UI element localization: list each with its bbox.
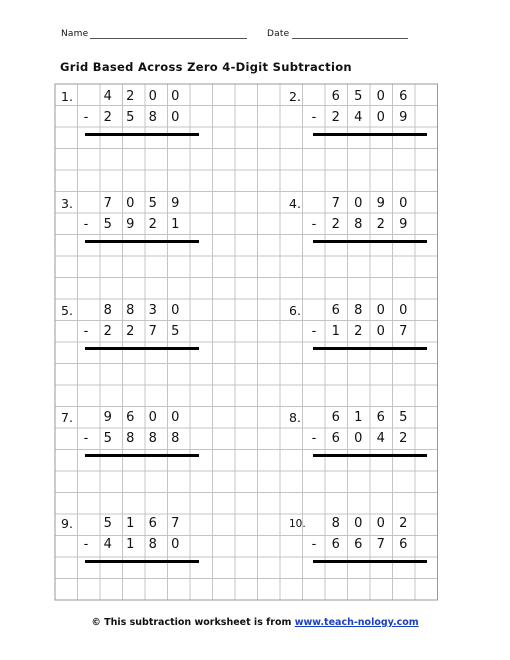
subtrahend-digit: 8 bbox=[126, 431, 135, 446]
subtrahend-digit: 2 bbox=[331, 217, 341, 232]
problem-number: 3. bbox=[61, 196, 73, 211]
subtrahend-digit: 2 bbox=[148, 217, 158, 232]
minus-sign: - bbox=[311, 217, 317, 232]
answer-line bbox=[85, 454, 199, 457]
minuend-digit: 8 bbox=[103, 303, 113, 318]
minuend-digit: 8 bbox=[331, 516, 341, 531]
minuend-digit: 3 bbox=[148, 303, 158, 318]
minus-sign: - bbox=[83, 431, 89, 446]
minuend-digit: 6 bbox=[376, 410, 386, 425]
minuend-digit: 7 bbox=[103, 196, 113, 211]
date-label: Date bbox=[267, 29, 290, 39]
subtrahend-digit: 2 bbox=[376, 217, 386, 232]
subtrahend-digit: 0 bbox=[171, 537, 180, 552]
minuend-digit: 7 bbox=[171, 516, 180, 531]
subtrahend-digit: 1 bbox=[126, 537, 135, 552]
footer-text: © This subtraction worksheet is from bbox=[91, 617, 295, 628]
minuend-digit: 5 bbox=[399, 410, 408, 425]
minuend-digit: 0 bbox=[126, 196, 135, 211]
minus-sign: - bbox=[83, 217, 89, 232]
subtrahend-digit: 2 bbox=[331, 110, 341, 125]
minuend-digit: 6 bbox=[331, 410, 341, 425]
minus-sign: - bbox=[83, 324, 89, 339]
minuend-digit: 1 bbox=[126, 516, 135, 531]
problem-number: 9. bbox=[61, 516, 73, 531]
minus-sign: - bbox=[83, 537, 89, 552]
minuend-digit: 8 bbox=[126, 303, 135, 318]
minuend-digit: 6 bbox=[126, 410, 135, 425]
answer-line bbox=[313, 560, 427, 563]
subtrahend-digit: 5 bbox=[171, 324, 180, 339]
minuend-digit: 7 bbox=[331, 196, 341, 211]
answer-line bbox=[85, 240, 199, 243]
problem-number: 10. bbox=[289, 518, 306, 530]
footer-link[interactable]: www.teach-nology.com bbox=[294, 617, 419, 628]
minuend-digit: 0 bbox=[354, 196, 363, 211]
answer-line bbox=[313, 347, 427, 350]
minuend-digit: 0 bbox=[376, 303, 386, 318]
problem-number: 5. bbox=[61, 303, 73, 318]
subtrahend-digit: 4 bbox=[103, 537, 113, 552]
minuend-digit: 6 bbox=[148, 516, 158, 531]
minuend-digit: 0 bbox=[171, 303, 180, 318]
problem-number: 8. bbox=[289, 410, 301, 425]
minuend-digit: 6 bbox=[331, 89, 341, 104]
subtrahend-digit: 9 bbox=[399, 217, 408, 232]
minus-sign: - bbox=[83, 110, 89, 125]
subtrahend-digit: 5 bbox=[126, 110, 135, 125]
problem-number: 2. bbox=[289, 89, 301, 104]
subtrahend-digit: 2 bbox=[103, 110, 113, 125]
subtrahend-digit: 2 bbox=[354, 324, 363, 339]
subtrahend-digit: 7 bbox=[399, 324, 408, 339]
subtrahend-digit: 0 bbox=[376, 110, 386, 125]
minuend-digit: 0 bbox=[399, 196, 408, 211]
subtrahend-digit: 2 bbox=[103, 324, 113, 339]
minus-sign: - bbox=[311, 110, 317, 125]
answer-line bbox=[313, 240, 427, 243]
subtrahend-digit: 8 bbox=[354, 217, 363, 232]
minuend-digit: 5 bbox=[354, 89, 363, 104]
subtrahend-digit: 8 bbox=[148, 537, 158, 552]
minuend-digit: 0 bbox=[148, 89, 158, 104]
problem-number: 4. bbox=[289, 196, 301, 211]
minus-sign: - bbox=[311, 324, 317, 339]
subtrahend-digit: 8 bbox=[148, 431, 158, 446]
subtrahend-digit: 9 bbox=[126, 217, 135, 232]
subtrahend-digit: 1 bbox=[171, 217, 180, 232]
subtrahend-digit: 2 bbox=[399, 431, 408, 446]
minuend-digit: 0 bbox=[148, 410, 158, 425]
minuend-digit: 1 bbox=[354, 410, 363, 425]
minus-sign: - bbox=[311, 431, 317, 446]
minuend-digit: 9 bbox=[171, 196, 180, 211]
subtrahend-digit: 1 bbox=[331, 324, 341, 339]
minuend-digit: 8 bbox=[354, 303, 363, 318]
minuend-digit: 2 bbox=[126, 89, 135, 104]
minuend-digit: 9 bbox=[376, 196, 386, 211]
subtrahend-digit: 6 bbox=[331, 431, 341, 446]
answer-line bbox=[85, 133, 199, 136]
answer-line bbox=[85, 347, 199, 350]
answer-line bbox=[85, 560, 199, 563]
subtrahend-digit: 0 bbox=[171, 110, 180, 125]
problem-number: 7. bbox=[61, 410, 73, 425]
name-label: Name bbox=[61, 29, 89, 39]
subtrahend-digit: 7 bbox=[148, 324, 158, 339]
minuend-digit: 0 bbox=[376, 89, 386, 104]
subtrahend-digit: 4 bbox=[376, 431, 386, 446]
subtrahend-digit: 7 bbox=[376, 537, 386, 552]
minuend-digit: 0 bbox=[171, 89, 180, 104]
footer bbox=[0, 617, 510, 628]
subtrahend-digit: 6 bbox=[354, 537, 363, 552]
minuend-digit: 2 bbox=[399, 516, 408, 531]
page-title: Grid Based Across Zero 4-Digit Subtraction bbox=[60, 60, 352, 74]
answer-line bbox=[313, 454, 427, 457]
minuend-digit: 4 bbox=[103, 89, 113, 104]
subtrahend-digit: 8 bbox=[171, 431, 180, 446]
subtrahend-digit: 0 bbox=[376, 324, 386, 339]
subtrahend-digit: 9 bbox=[399, 110, 408, 125]
minuend-digit: 0 bbox=[171, 410, 180, 425]
subtrahend-digit: 5 bbox=[103, 431, 113, 446]
minuend-digit: 5 bbox=[103, 516, 113, 531]
subtrahend-digit: 8 bbox=[148, 110, 158, 125]
minuend-digit: 6 bbox=[331, 303, 341, 318]
minuend-digit: 6 bbox=[399, 89, 408, 104]
subtrahend-digit: 6 bbox=[399, 537, 408, 552]
minuend-digit: 0 bbox=[354, 516, 363, 531]
minuend-digit: 5 bbox=[148, 196, 158, 211]
problem-number: 1. bbox=[61, 89, 73, 104]
problem-number: 6. bbox=[289, 303, 301, 318]
subtrahend-digit: 0 bbox=[354, 431, 363, 446]
minuend-digit: 0 bbox=[376, 516, 386, 531]
minuend-digit: 9 bbox=[103, 410, 113, 425]
subtrahend-digit: 5 bbox=[103, 217, 113, 232]
subtrahend-digit: 4 bbox=[354, 110, 363, 125]
minuend-digit: 0 bbox=[399, 303, 408, 318]
minus-sign: - bbox=[311, 537, 317, 552]
answer-line bbox=[313, 133, 427, 136]
subtrahend-digit: 2 bbox=[126, 324, 135, 339]
subtrahend-digit: 6 bbox=[331, 537, 341, 552]
